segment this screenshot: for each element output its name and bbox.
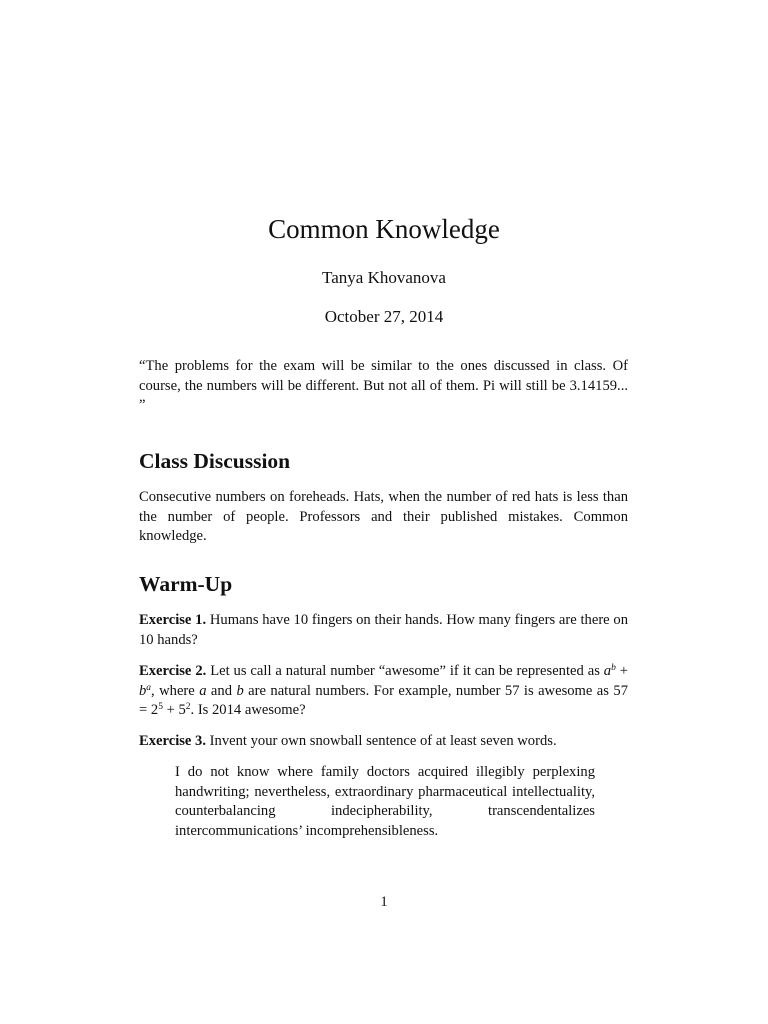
exercise-2-text-5: + 5 (162, 702, 186, 718)
exercise-2-text-2: , where (151, 682, 200, 699)
document-date: October 27, 2014 (324, 307, 444, 326)
class-discussion-paragraph: Consecutive numbers on foreheads. Hats, when the number of red hats is less than the number of people. Professors and their published mistakes. Common knowledge. (139, 489, 628, 544)
exercise-1 (139, 611, 628, 650)
exercise-2 (139, 662, 628, 721)
document-title: Common Knowledge (268, 214, 500, 244)
section-heading-class-discussion: Class Discussion (139, 449, 291, 473)
exercise-2-text: Let us call a natural number “awesome” if it can be represented as (210, 663, 604, 679)
exercise-1-label: Exercise 1. (139, 612, 207, 628)
exercise-2-label: Exercise 2. (139, 663, 207, 679)
exercise-3-label: Exercise 3. (139, 733, 207, 749)
math-exp-2: 2 (185, 702, 191, 712)
math-var-a-2: a (199, 682, 207, 699)
exercise-3-text: Invent your own snowball sentence of at least seven words. (209, 733, 557, 749)
epigraph-quote: “The problems for the exam will be similar to the ones discussed in class. Of course, the numbers will be different. But not all of them. Pi will still be 3.14159... ” (139, 358, 628, 413)
math-plus: + (615, 663, 628, 679)
math-exp-5: 5 (158, 702, 163, 712)
exercise-3 (139, 732, 628, 752)
author-name: Tanya Khovanova (322, 268, 446, 287)
exercise-2-text-4: are natural numbers. For example, number 57 is awesome as 57 = 2 (139, 682, 628, 718)
math-exp-a: a (146, 682, 152, 693)
math-var-b-2: b (236, 682, 244, 699)
page-number: 1 (380, 894, 388, 910)
math-var-a: a (603, 663, 612, 679)
exercise-1-text: Humans have 10 fingers on their hands. How many fingers are there on 10 hands? (139, 612, 628, 648)
exercise-2-text-3: and (206, 682, 237, 699)
snowball-sentence-example: I do not know where family doctors acquired illegibly perplexing handwriting; nevertheless, extraordinary pharmaceutical intellectuality, counterbalancing indecipherability, transcendentalizes intercommunications’ incomprehensibleness. (175, 764, 595, 839)
math-exp-b: b (611, 663, 616, 673)
exercise-2-text-6: . Is 2014 awesome? (190, 702, 306, 718)
math-var-b: b (139, 682, 147, 699)
section-heading-warm-up: Warm-Up (139, 572, 233, 596)
